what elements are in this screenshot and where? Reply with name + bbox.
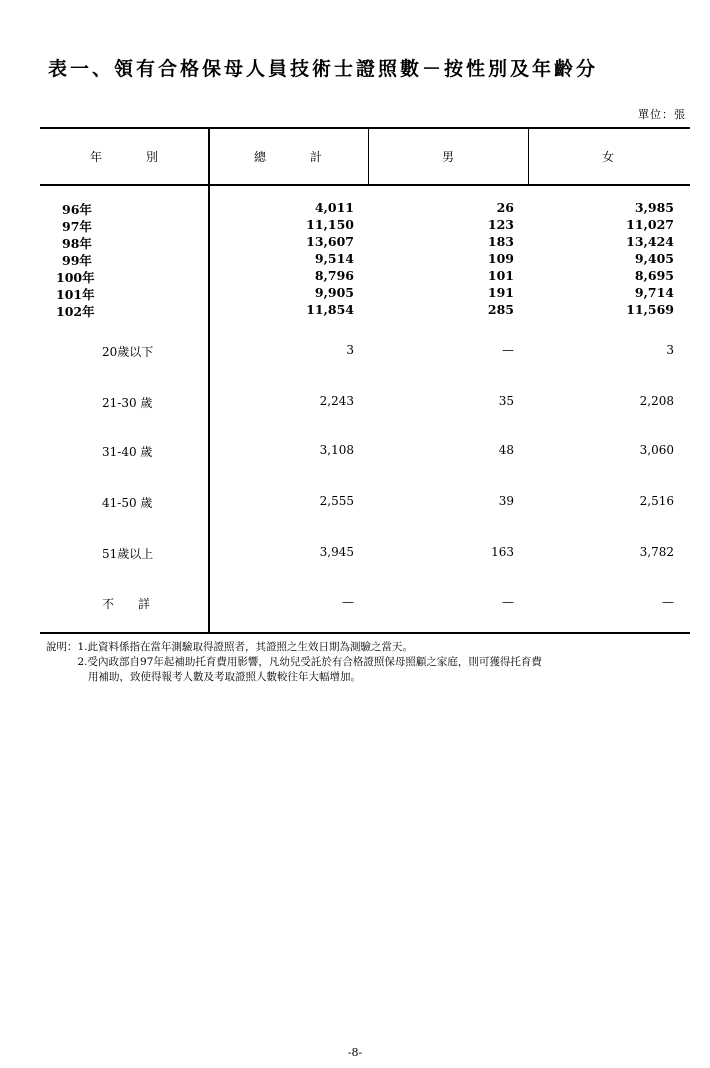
male-value: 109 xyxy=(487,251,514,266)
male-value: 123 xyxy=(487,217,514,232)
year-label: 96年 xyxy=(62,202,92,217)
age-label: 31-40 歲 xyxy=(102,445,153,459)
total-value: 13,607 xyxy=(306,234,354,249)
male-value: — xyxy=(502,595,514,609)
female-value: — xyxy=(662,595,674,609)
female-value: 3,985 xyxy=(634,200,674,215)
table-row xyxy=(0,285,710,302)
male-value: 48 xyxy=(498,443,514,457)
total-value: 2,243 xyxy=(319,394,354,408)
note-line: 用補助，致使得報考人數及考取證照人數較往年大幅增加。 xyxy=(46,671,361,683)
female-value: 13,424 xyxy=(626,234,674,249)
page-number: -8- xyxy=(347,1046,363,1059)
year-label: 97年 xyxy=(62,219,92,234)
header-divider xyxy=(368,129,369,184)
table-header-rule xyxy=(40,184,690,186)
male-value: 26 xyxy=(496,200,514,215)
year-label: 102年 xyxy=(56,304,95,319)
table-row xyxy=(0,343,710,361)
female-value: 3,060 xyxy=(639,443,674,457)
year-label: 101年 xyxy=(56,287,95,302)
year-label: 99年 xyxy=(62,253,92,268)
female-value: 9,714 xyxy=(634,285,674,300)
total-value: 9,905 xyxy=(314,285,354,300)
note-line: 說明：1.此資料係指在當年測驗取得證照者，其證照之生效日期為測驗之當天。 xyxy=(46,641,414,653)
header-female: 女 xyxy=(602,150,615,164)
header-year: 年 別 xyxy=(90,150,159,164)
female-value: 8,695 xyxy=(634,268,674,283)
total-value: 11,854 xyxy=(306,302,354,317)
table-row xyxy=(0,251,710,268)
table-row xyxy=(0,302,710,319)
total-value: 3,108 xyxy=(319,443,354,457)
male-value: — xyxy=(502,343,514,357)
table-row xyxy=(0,443,710,461)
total-value: — xyxy=(342,595,354,609)
female-value: 2,208 xyxy=(639,394,674,408)
male-value: 183 xyxy=(487,234,514,249)
female-value: 3,782 xyxy=(639,545,674,559)
age-label: 不 詳 xyxy=(102,597,151,611)
total-value: 2,555 xyxy=(319,494,354,508)
header-divider xyxy=(528,129,529,184)
table-bottom-rule xyxy=(40,632,690,634)
total-value: 8,796 xyxy=(314,268,354,283)
year-label: 98年 xyxy=(62,236,92,251)
male-value: 285 xyxy=(487,302,514,317)
table-row xyxy=(0,545,710,563)
header-male: 男 xyxy=(442,150,455,164)
page-title: 表一、領有合格保母人員技術士證照數－按性別及年齡分 xyxy=(48,58,599,80)
female-value: 3 xyxy=(666,343,674,357)
total-value: 9,514 xyxy=(314,251,354,266)
male-value: 191 xyxy=(487,285,514,300)
age-label: 21-30 歲 xyxy=(102,396,153,410)
female-value: 9,405 xyxy=(634,251,674,266)
total-value: 11,150 xyxy=(306,217,354,232)
male-value: 39 xyxy=(498,494,514,508)
table-row xyxy=(0,394,710,412)
table-row xyxy=(0,595,710,613)
age-label: 20歲以下 xyxy=(102,345,154,359)
header-total: 總 計 xyxy=(254,150,323,164)
male-value: 163 xyxy=(491,545,514,559)
table-row xyxy=(0,200,710,217)
year-label: 100年 xyxy=(56,270,95,285)
table-row xyxy=(0,268,710,285)
unit-label: 單位：張 xyxy=(638,108,686,121)
table-row xyxy=(0,234,710,251)
total-value: 3 xyxy=(346,343,354,357)
total-value: 4,011 xyxy=(314,200,354,215)
female-value: 11,027 xyxy=(626,217,674,232)
female-value: 11,569 xyxy=(626,302,674,317)
male-value: 35 xyxy=(498,394,514,408)
female-value: 2,516 xyxy=(639,494,674,508)
age-label: 41-50 歲 xyxy=(102,496,153,510)
table-row xyxy=(0,217,710,234)
total-value: 3,945 xyxy=(319,545,354,559)
table-row xyxy=(0,494,710,512)
male-value: 101 xyxy=(487,268,514,283)
age-label: 51歲以上 xyxy=(102,547,154,561)
table-top-rule xyxy=(40,127,690,129)
note-line: 2.受內政部自97年起補助托育費用影響，凡幼兒受託於有合格證照保母照顧之家庭，則可獲得托育費 xyxy=(46,656,542,668)
